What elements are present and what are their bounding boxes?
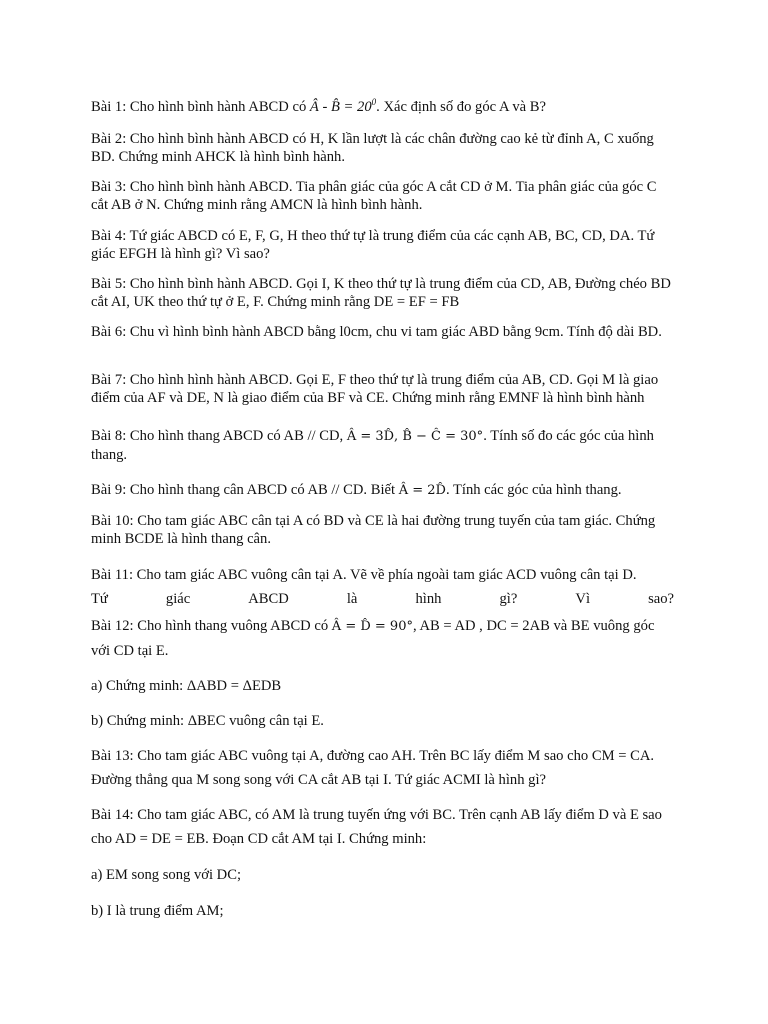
problem-12a: a) Chứng minh: ΔABD = ΔEDB	[91, 678, 282, 694]
problem-11-line-2: Tứ giác ABCD là hình gì? Vì sao?	[91, 591, 674, 607]
problem-12b: b) Chứng minh: ΔBEC vuông cân tại E.	[91, 713, 324, 729]
problem-13: Bài 13: Cho tam giác ABC vuông tại A, đường cao AH. Trên BC lấy điểm M sao cho CM = CA. Đường thẳng qua M song song với CA cắt AB tại I. Tứ giác ACMI là hình gì?	[91, 748, 655, 788]
formula-12: Â = D̂ = 90°	[331, 619, 413, 634]
problem-2: Bài 2: Cho hình bình hành ABCD có H, K lần lượt là các chân đường cao kẻ từ đỉnh A, C xuống BD. Chứng minh AHCK là hình bình hành.	[91, 131, 654, 165]
problem-4: Bài 4: Tứ giác ABCD có E, F, G, H theo thứ tự là trung điểm của các cạnh AB, BC, CD, DA. Tứ giác EFGH là hình gì? Vì sao?	[91, 228, 655, 262]
problem-1: Bài 1: Cho hình bình hành ABCD có Â - B̂ = $20^0$. Xác định số đo góc A và B?	[91, 97, 546, 115]
formula-1: Â - B̂ = $20^0$	[309, 97, 377, 115]
problem-11-line-1: Bài 11: Cho tam giác ABC vuông cân tại A. Vẽ về phía ngoài tam giác ACD vuông cân tại D.	[91, 567, 637, 583]
problem-8: Bài 8: Cho hình thang ABCD có AB // CD, Â = 3D̂, B̂ − Ĉ = 30°. Tính số đo các góc của hình thang.	[91, 428, 654, 463]
problem-14: Bài 14: Cho tam giác ABC, có AM là trung tuyến ứng với BC. Trên cạnh AB lấy điểm D và E sao cho AD = DE = EB. Đoạn CD cắt AM tại I. Chứng minh:	[91, 807, 662, 847]
formula-9: Â = 2D̂	[398, 483, 446, 498]
problem-10: Bài 10: Cho tam giác ABC cân tại A có BD và CE là hai đường trung tuyến của tam giác. Chứng minh BCDE là hình thang cân.	[91, 513, 656, 547]
problem-5: Bài 5: Cho hình bình hành ABCD. Gọi I, K theo thứ tự là trung điểm của CD, AB, Đường chéo BD cắt AI, UK theo thứ tự ở E, F. Chứng minh rằng DE = EF = FB	[91, 276, 671, 310]
problem-7: Bài 7: Cho hình hình hành ABCD. Gọi E, F theo thứ tự là trung điểm của AB, CD. Gọi M là giao điểm của AF và DE, N là giao điểm của BF và CE. Chứng minh rằng EMNF là hình bình hành	[91, 372, 659, 406]
problem-12: Bài 12: Cho hình thang vuông ABCD có Â = D̂ = 90°, AB = AD , DC = 2AB và BE vuông góc với CD tại E.	[91, 618, 655, 659]
problem-6: Bài 6: Chu vì hình bình hành ABCD bằng l0cm, chu vi tam giác ABD bằng 9cm. Tính độ dài BD.	[91, 324, 662, 340]
formula-8: Â = 3D̂, B̂ − Ĉ = 30°	[346, 429, 484, 444]
problem-3: Bài 3: Cho hình bình hành ABCD. Tia phân giác của góc A cắt CD ở M. Tia phân giác của góc C cắt AB ở N. Chứng minh rằng AMCN là hình bình hành.	[91, 179, 657, 213]
problem-14b: b) I là trung điểm AM;	[91, 903, 224, 919]
problem-9: Bài 9: Cho hình thang cân ABCD có AB // CD. Biết Â = 2D̂. Tính các góc của hình thang.	[91, 482, 622, 498]
problem-14a: a) EM song song với DC;	[91, 867, 242, 883]
problem-11	[91, 563, 674, 611]
